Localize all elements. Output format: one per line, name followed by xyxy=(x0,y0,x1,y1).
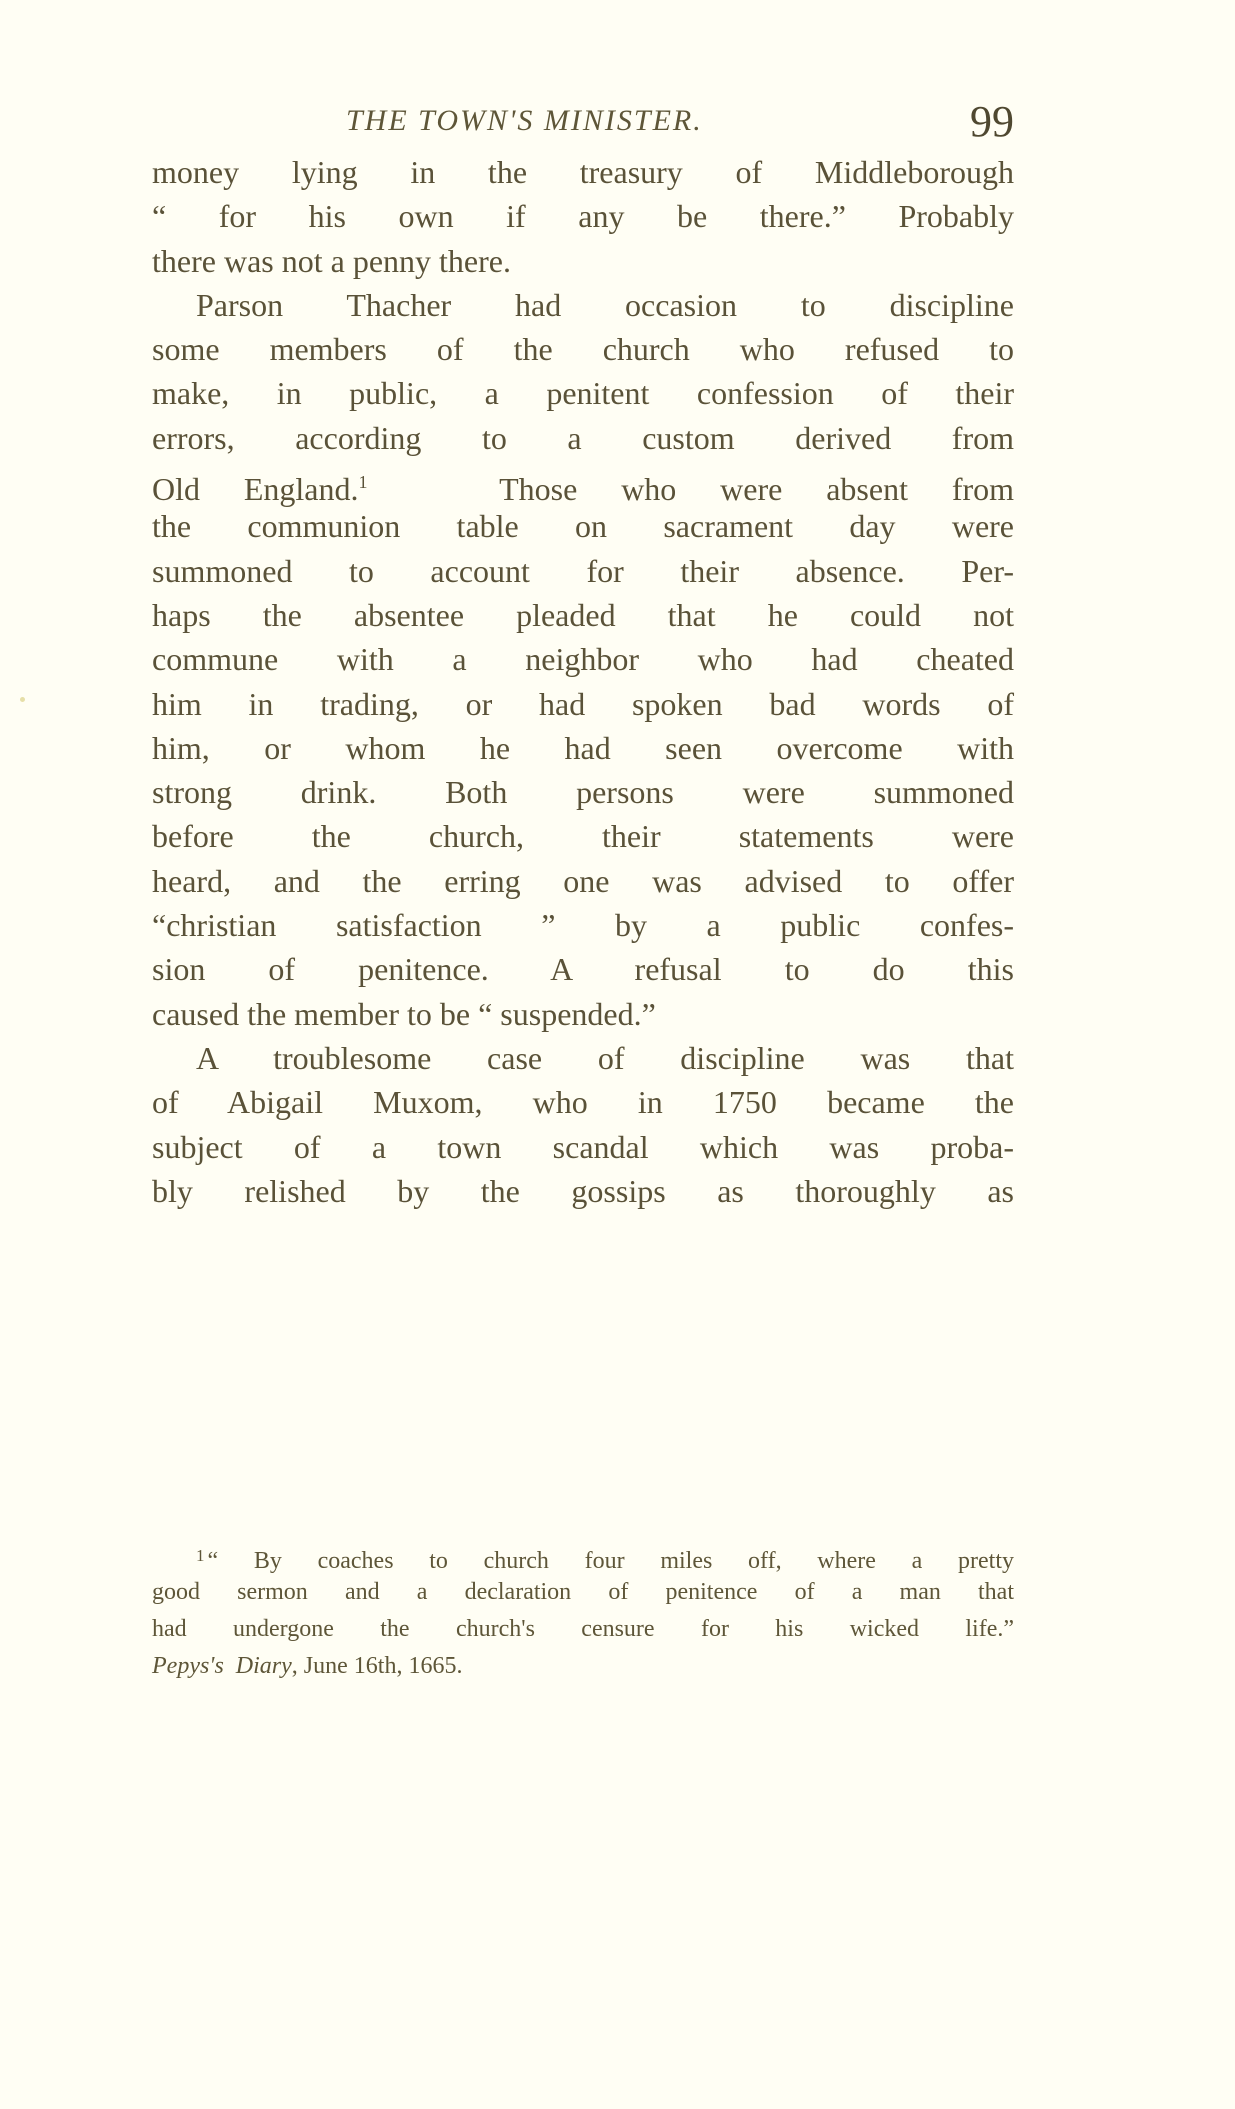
text-line: there was not a penny there. xyxy=(152,242,511,279)
footnote xyxy=(152,1537,1014,1685)
text-line: caused the member to be “ suspended.” xyxy=(152,995,656,1032)
paper-speck xyxy=(20,697,25,702)
text-line: subject of a town scandal which was proba- xyxy=(152,1128,1014,1165)
text-fragment: Old England. xyxy=(152,471,359,508)
running-head xyxy=(152,97,1014,154)
footnote-text: “ By coaches to church four miles off, where a pretty xyxy=(207,1548,1014,1574)
citation-title: Diary xyxy=(235,1653,292,1679)
text-fragment: Those who were absent from xyxy=(499,471,1015,508)
footnote-line xyxy=(152,1537,1014,1574)
text-line: him in trading, or had spoken bad words of xyxy=(152,685,1014,722)
paragraph-start-line: Parson Thacher had occasion to discipline xyxy=(196,286,1014,323)
footnote-marker: 1 xyxy=(196,1546,205,1565)
text-line: the communion table on sacrament day were xyxy=(152,508,1014,545)
running-title: THE TOWN'S MINISTER. xyxy=(346,104,703,137)
body-text xyxy=(152,150,1014,1213)
footnote-reference[interactable]: 1 xyxy=(358,472,368,493)
text-line: of Abigail Muxom, who in 1750 became the xyxy=(152,1084,1014,1121)
text-line: bly relished by the gossips as thoroughly as xyxy=(152,1172,1014,1209)
text-line: before the church, their statements were xyxy=(152,818,1014,855)
footnote-line: had undergone the church's censure for his wicked life.” xyxy=(152,1616,1014,1642)
text-line: strong drink. Both persons were summoned xyxy=(152,774,1014,811)
citation-author: Pepys's xyxy=(152,1653,224,1679)
footnote-citation xyxy=(152,1648,1014,1685)
text-line: him, or whom he had seen overcome with xyxy=(152,729,1014,766)
text-line: heard, and the erring one was advised to offer xyxy=(152,862,1014,899)
text-line: “ for his own if any be there.” Probably xyxy=(152,198,1014,235)
text-line: money lying in the treasury of Middleborough xyxy=(152,154,1014,190)
citation-date: , June 16th, 1665. xyxy=(291,1653,463,1679)
page-number: 99 xyxy=(970,97,1014,146)
text-line: make, in public, a penitent confession of their xyxy=(152,375,1014,412)
text-line: summoned to account for their absence. Per- xyxy=(152,552,1014,589)
text-line: some members of the church who refused to xyxy=(152,331,1014,368)
text-line: “christian satisfaction ” by a public confes- xyxy=(152,907,1014,944)
footnote-line: good sermon and a declaration of penitence of a man that xyxy=(152,1579,1014,1605)
paragraph-start-line: A troublesome case of discipline was that xyxy=(196,1039,1014,1076)
text-line: errors, according to a custom derived from xyxy=(152,419,1014,456)
text-line: sion of penitence. A refusal to do this xyxy=(152,951,1014,988)
text-line: haps the absentee pleaded that he could not xyxy=(152,596,1014,633)
text-line-with-footnote-ref xyxy=(152,460,1015,508)
text-line: commune with a neighbor who had cheated xyxy=(152,641,1014,678)
